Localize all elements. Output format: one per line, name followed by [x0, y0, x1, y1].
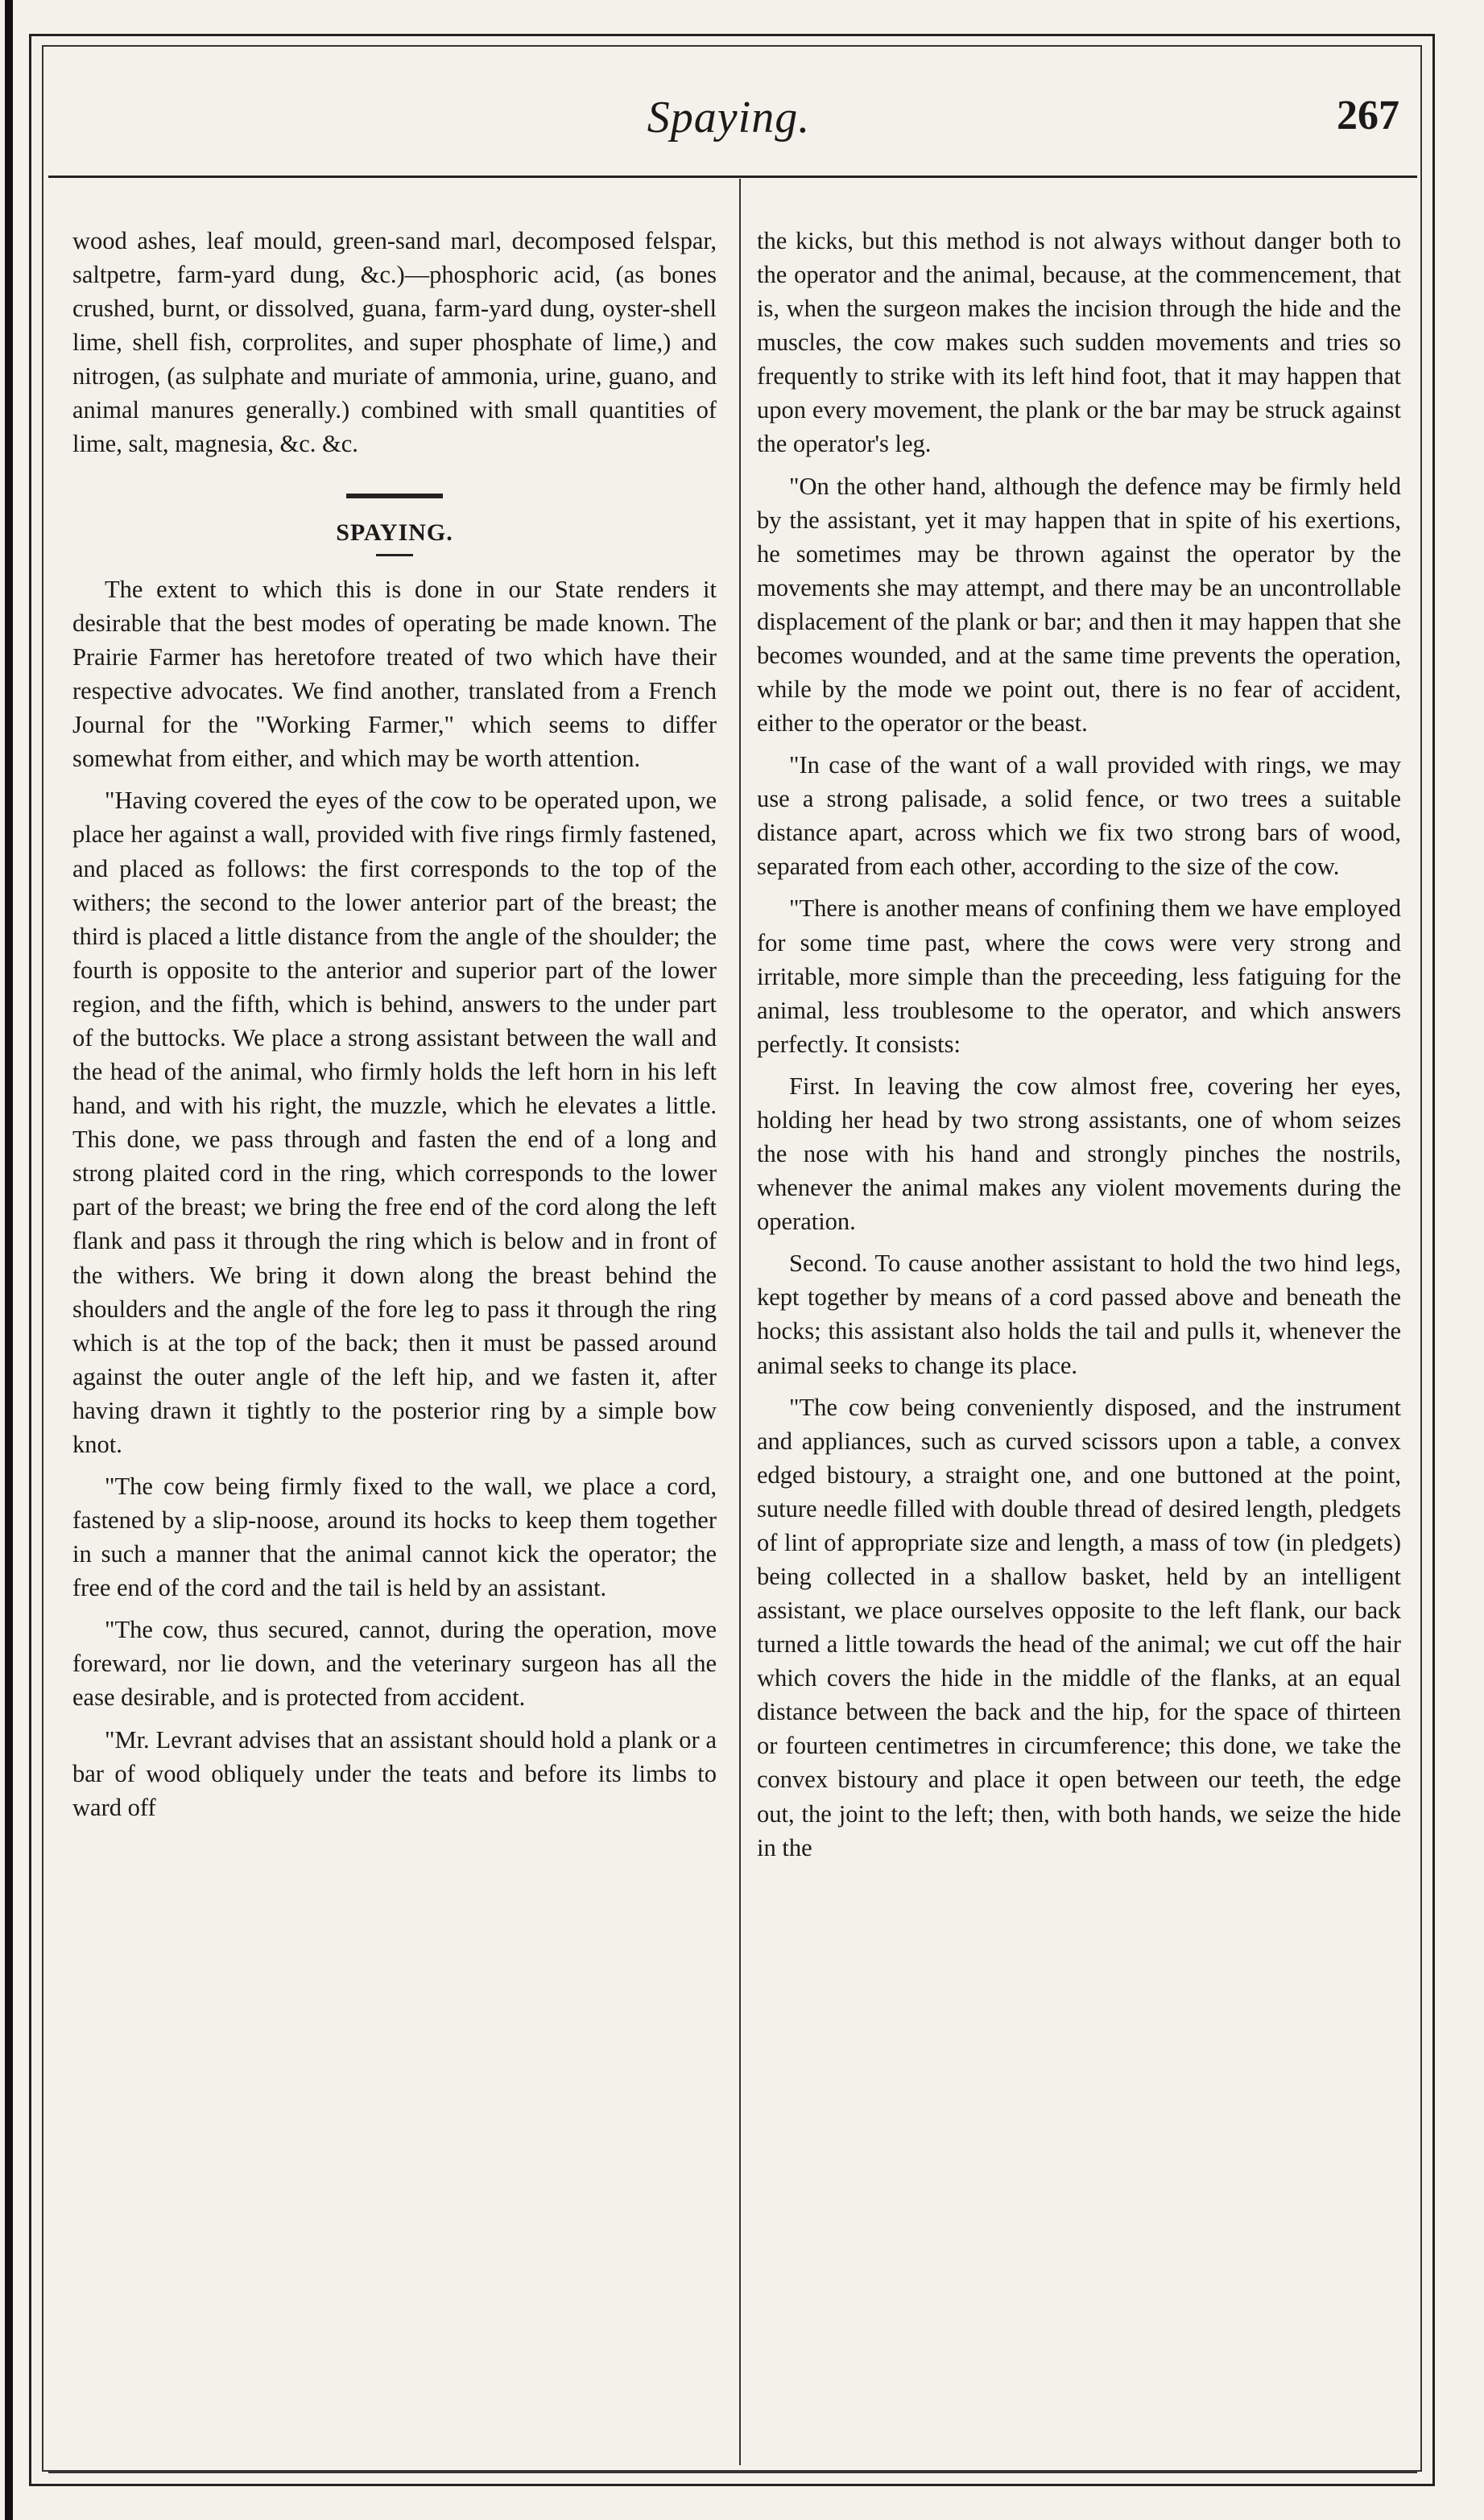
intro-paragraph: wood ashes, leaf mould, green-sand marl, decomposed felspar, saltpetre, farm-yard dung, &c.)—phosphoric acid, (as bones crushed, burnt, or dissolved, guana, farm-yard dung, oyster-shell lime, shell fish, corprolites, and super phosphate of lime,) and nitrogen, (as sulphate and muriate of ammonia, urine, guano, and animal manures generally.) combined with small quantities of lime, salt, magnesia, &c. &c.	[72, 227, 717, 458]
section-title: SPAYING.	[336, 518, 453, 546]
page-header	[48, 87, 1409, 176]
section-divider	[346, 494, 443, 498]
left-column	[72, 224, 717, 2454]
body-paragraph: "The cow, thus secured, cannot, during the operation, move foreward, nor lie down, and the veterinary surgeon has all the ease desirable, and is protected from accident.	[72, 1616, 717, 1712]
body-paragraph: "There is another means of confining them we have employed for some time past, where the cows were very strong and irritable, more simple than the preceeding, less fatiguing for the animal, less troublesome to the operator, and which answers perfectly. It consists:	[757, 894, 1401, 1058]
right-column	[757, 224, 1401, 2454]
body-paragraph: "Mr. Levrant advises that an assistant should hold a plank or a bar of wood obliquely under the teats and before its limbs to ward off	[72, 1725, 717, 1821]
page-number: 267	[1337, 93, 1399, 138]
body-paragraph: "In case of the want of a wall provided with rings, we may use a strong palisade, a solid fence, or two trees a suitable distance apart, across which we fix two strong bars of wood, separated from each other, according to the size of the cow.	[757, 751, 1401, 881]
column-divider	[739, 179, 741, 2465]
body-paragraph: The extent to which this is done in our State renders it desirable that the best modes of operating be made known. The Prairie Farmer has heretofore treated of two which have their respective advocates. We find another, translated from a French Journal for the "Working Farmer," which seems to differ somewhat from either, and which may be worth attention.	[72, 575, 717, 773]
header-rule	[48, 176, 1417, 178]
page-edge-bar	[5, 0, 13, 2520]
body-paragraph: "The cow being conveniently disposed, and the instrument and appliances, such as curved scissors upon a table, a convex edged bistoury, a straight one, and one buttoned at the point, suture needle filled with double thread of desired length, pledgets of lint of appropriate size and length, a mass of tow (in pledgets) being collected in a shallow basket, held by an intelligent assistant, we place ourselves opposite to the left flank, our back turned a little towards the head of the animal; we cut off the hair which covers the hide in the middle of the flanks, at an equal distance between the back and the hip, for the space of thirteen or fourteen centimetres in circumference; this done, we take the convex bistoury and place it open between our teeth, the edge out, the joint to the left; then, with both hands, we seize the hide in the	[757, 1393, 1401, 1861]
body-paragraph: First. In leaving the cow almost free, covering her eyes, holding her head by two strong assistants, one of whom seizes the nose with his hand and strongly pinches the nostrils, whenever the animal makes any violent movements during the operation.	[757, 1072, 1401, 1236]
section-title-underline	[376, 554, 413, 556]
footer-rule	[48, 2472, 1417, 2473]
body-paragraph: "The cow being firmly fixed to the wall, we place a cord, fastened by a slip-noose, around its hocks to keep them together in such a manner that the animal cannot kick the operator; the free end of the cord and the tail is held by an assistant.	[72, 1472, 717, 1602]
body-paragraph: Second. To cause another assistant to hold the two hind legs, kept together by means of a cord passed above and beneath the hocks; this assistant also holds the tail and pulls it, whenever the animal seeks to change its place.	[757, 1250, 1401, 1379]
body-paragraph: the kicks, but this method is not always without danger both to the operator and the animal, because, at the commencement, that is, when the surgeon makes the incision through the hide and the muscles, the cow makes such sudden movements and tries so frequently to strike with its left hind foot, that it may happen that upon every movement, the plank or the bar may be struck against the operator's leg.	[757, 227, 1401, 458]
running-title: Spaying.	[647, 93, 811, 143]
body-paragraph: "On the other hand, although the defence may be firmly held by the assistant, yet it may happen that in spite of his exertions, he sometimes may be thrown against the operator by the movements she may attempt, and there may be an uncontrollable displacement of the plank or bar; and then it may happen that she becomes wounded, and at the same time prevents the operation, while by the mode we point out, there is no fear of accident, either to the operator or the beast.	[757, 472, 1401, 737]
body-paragraph: "Having covered the eyes of the cow to be operated upon, we place her against a wall, provided with five rings firmly fastened, and placed as follows: the first corresponds to the top of the withers; the second to the lower anterior part of the breast; the third is placed a little distance from the angle of the shoulder; the fourth is opposite to the anterior and superior part of the lower region, and the fifth, which is behind, answers to the under part of the buttocks. We place a strong assistant between the wall and the head of the animal, who firmly holds the left horn in his left hand, and with his right, the muzzle, which he elevates a little. This done, we pass through and fasten the end of a long and strong plaited cord in the ring, which corresponds to the lower part of the breast; we bring the free end of the cord along the left flank and pass it through the ring which is below and in front of the withers. We bring it down along the breast behind the shoulders and the angle of the fore leg to pass it through the ring which is at the top of the back; then it must be passed around against the outer angle of the left hip, and we fasten it, after having drawn it tightly to the posterior ring by a simple bow knot.	[72, 787, 717, 1458]
